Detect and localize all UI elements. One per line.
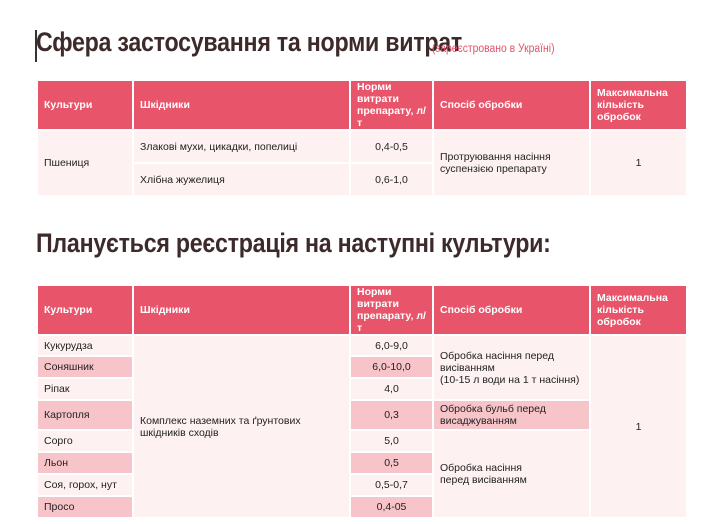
table-header-row: [37, 285, 687, 335]
header-pests: Шкідники: [133, 80, 350, 130]
crop-cell: Кукурудза: [37, 335, 133, 356]
crop-cell: Просо: [37, 496, 133, 518]
rate-cell: 0,4-0,5: [350, 130, 433, 163]
rate-cell: 5,0: [350, 430, 433, 452]
table-header-row: [37, 80, 687, 130]
pest-cell: Злакові мухи, цикадки, попелиці: [133, 130, 350, 163]
rate-cell: 6,0-9,0: [350, 335, 433, 356]
crop-cell: Пшениця: [37, 130, 133, 196]
rate-cell: 0,6-1,0: [350, 163, 433, 196]
crop-cell: Соняшник: [37, 356, 133, 378]
max-treatments-cell: 1: [590, 130, 687, 196]
header-max-treatments: Максимальна кількість обробок: [590, 80, 687, 130]
rate-cell: 0,4-05: [350, 496, 433, 518]
rate-cell: 0,5-0,7: [350, 474, 433, 496]
header-max-treatments: Максимальна кількість обробок: [590, 285, 687, 335]
section-title-scope: Сфера застосування та норми витрат: [36, 27, 463, 57]
crop-cell: Сорго: [37, 430, 133, 452]
rate-cell: 0,5: [350, 452, 433, 474]
section-title-planned: Планується реєстрація на наступні культури:: [36, 228, 551, 258]
header-crops: Культури: [37, 80, 133, 130]
pest-cell: Хлібна жужелиця: [133, 163, 350, 196]
header-rate: Норми витрати препарату, л/т: [350, 285, 433, 335]
registration-note: (зареєстровано в Україні): [432, 43, 555, 55]
header-pests: Шкідники: [133, 285, 350, 335]
table-row: [37, 130, 687, 163]
max-treatments-cell: 1: [590, 335, 687, 518]
crop-cell: Соя, горох, нут: [37, 474, 133, 496]
rate-cell: 6,0-10,0: [350, 356, 433, 378]
method-cell: Протруювання насіння суспензією препарату: [433, 130, 590, 196]
header-crops: Культури: [37, 285, 133, 335]
header-method: Спосіб обробки: [433, 285, 590, 335]
crop-cell: Картопля: [37, 400, 133, 430]
header-rate: Норми витрати препарату, л/т: [350, 80, 433, 130]
crop-cell: Льон: [37, 452, 133, 474]
rate-cell: 4,0: [350, 378, 433, 400]
method-cell: Обробка насіння перед висіванням: [433, 430, 590, 518]
planned-registration-table: [36, 284, 688, 519]
rate-cell: 0,3: [350, 400, 433, 430]
application-rates-table: [36, 79, 688, 197]
pests-cell: Комплекс наземних та ґрунтових шкідників сходів: [133, 335, 350, 518]
crop-cell: Ріпак: [37, 378, 133, 400]
method-cell: Обробка бульб перед висаджуванням: [433, 400, 590, 430]
header-method: Спосіб обробки: [433, 80, 590, 130]
method-cell: Обробка насіння перед висіванням (10-15 л води на 1 т насіння): [433, 335, 590, 400]
table-row: [37, 335, 687, 356]
